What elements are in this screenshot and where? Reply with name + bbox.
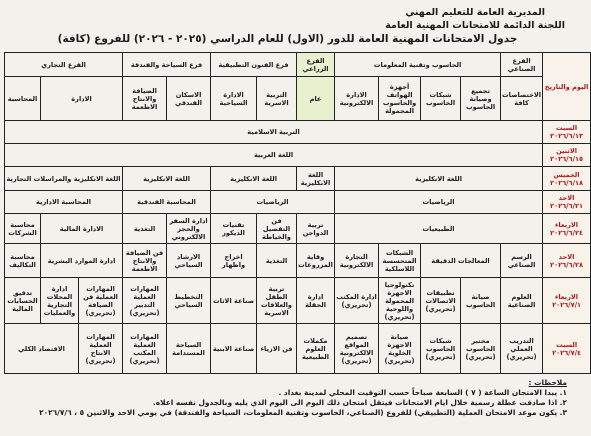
sub-header-tourism-admin: الادارة السياحية xyxy=(211,77,257,121)
page-title: جدول الامتحانات المهنية العامة للدور (الاول) للعام الدراسي (٢٠٢٥ - ٢٠٢٦) للفروع (كافة) xyxy=(57,33,518,45)
exam-cell: فن التفصيل والخياطة xyxy=(257,214,297,244)
sub-header-industrial: الاختصاصات كافة xyxy=(501,77,543,121)
note-item: ٣. يكون موعد الامتحان العملية (التطبيقي) للفروع (الصناعي، الحاسوب وتقنية المعلومات، السياحة والفندقة) في يومي الاحد والاثنين ٥ ، ٢٠٢٦/٧/٦ xyxy=(39,408,567,417)
exam-cell: ادارة الموارد البشرية xyxy=(41,244,123,278)
group-header-arts: فرع الفنون التطبيقية xyxy=(211,53,297,77)
day-date: ٢٠٢٦/٧/١ xyxy=(552,300,582,309)
sub-header-hospitality: الضيافة والانتاج الاطعمة xyxy=(123,77,167,121)
exam-cell: فن الضيافة والانتاج الاطعمة xyxy=(123,244,167,278)
exam-cell: الاقتصاد الكلي xyxy=(5,324,79,374)
day-name: الخميس xyxy=(553,170,580,179)
exam-cell: التغذية xyxy=(123,214,167,244)
sub-header-computer-networks: شبكات الحاسوب xyxy=(421,77,461,121)
exam-cell: المحاسبة الادارية xyxy=(5,191,123,214)
exam-cell: وقاية المزروعات xyxy=(297,244,335,278)
day-cell xyxy=(543,121,591,144)
exam-cell: محاسبة الشركات xyxy=(5,214,41,244)
exam-cell: تربية الطفل والعلاقات الاسرية xyxy=(257,278,297,324)
day-name: الاثنين xyxy=(556,147,578,155)
note-item: ٢. اذا صادفت عطلة رسمية خلال ايام الامتحانات فيتقل امتحان ذلك اليوم الى اليوم الذي يليه وبالجدول نفسه اعلاه. xyxy=(152,398,567,407)
exam-cell: الشبكات المتحسسة اللاسلكية xyxy=(379,244,421,278)
exam-cell: المحاسبة الفندقية xyxy=(123,191,211,214)
day-name: الاربعاء xyxy=(555,220,579,229)
exam-cell: التدريب العملي (تحريري) xyxy=(501,324,543,374)
exam-cell: اللغة الانكليزية xyxy=(335,167,543,191)
exam-cell: اللغة العربية xyxy=(5,144,543,167)
day-name: الاحد xyxy=(558,252,575,261)
exam-cell: تدقيق الحسابات المالية xyxy=(5,278,41,324)
exam-cell: تكنولوجيا الاجهزة المحمولة واللوحية (تحريري) xyxy=(379,278,421,324)
issuer-header xyxy=(385,6,565,32)
exam-cell: الرياضيات xyxy=(211,191,335,214)
sub-header-e-management: الادارة الالكترونية xyxy=(335,77,379,121)
exam-cell: اللغة الانكليزية والمراسلات التجارية xyxy=(5,167,123,191)
exam-cell: محاسبة التكاليف xyxy=(5,244,41,278)
group-header-industrial: الفرع الصناعي xyxy=(501,53,543,77)
exam-cell: الادارة المالية xyxy=(41,214,123,244)
exam-cell: المعالجات الدقيقة xyxy=(421,244,501,278)
day-date: ٢٠٢٦/٦/٢٤ xyxy=(550,228,584,237)
day-cell xyxy=(543,324,591,374)
day-cell xyxy=(543,144,591,167)
exam-cell: ادارة السفر والحجز الالكتروني xyxy=(167,214,211,244)
sub-header-mobile-devices: أجهزة الهواتف والحاسوب المحمولة xyxy=(379,77,421,121)
day-cell xyxy=(543,244,591,278)
exam-cell: تقنيات الديكور xyxy=(211,214,257,244)
exam-cell: مختبر الحاسوب (تحريري) xyxy=(461,324,501,374)
sub-header-accounting: المحاسبة xyxy=(5,77,41,121)
day-name: الاربعاء xyxy=(555,292,579,301)
exam-cell: التربية الاسلامية xyxy=(5,121,543,144)
sub-header-hotel-housing: الاسكان الفندقي xyxy=(167,77,211,121)
exam-cell: السياحة المستدامة xyxy=(167,324,211,374)
day-cell xyxy=(543,278,591,324)
exam-cell: المهارات العملية التدبير (تحريري) xyxy=(123,278,167,324)
group-header-tourism: فرع السياحة والفندقة xyxy=(123,53,211,77)
exam-cell: صيانة الحاسوب xyxy=(461,278,501,324)
exam-cell: العلوم الصناعية xyxy=(501,278,543,324)
exam-cell: تصميم المواقع الالكترونية (تحريري) xyxy=(335,324,379,374)
exam-cell: فن الازياء xyxy=(257,324,297,374)
day-name: الاحد xyxy=(558,194,575,202)
exam-cell: ادارة الحقلة xyxy=(297,278,335,324)
sub-header-administration: الادارة xyxy=(41,77,123,121)
day-cell xyxy=(543,191,591,214)
day-cell xyxy=(543,167,591,191)
day-name: السبت xyxy=(555,340,578,349)
issuer-line-2: اللجنة الدائمة للامتحانات المهنية العامة xyxy=(385,20,565,31)
day-date: ٢٠٢٦/٦/١٣ xyxy=(550,132,584,140)
exam-cell: الرياضيات xyxy=(335,191,543,214)
exam-cell: المهارات العملية المكتب (تحريري) xyxy=(123,324,167,374)
exam-cell: صيانة الاجهزة الخلوية (تحريري) xyxy=(379,324,421,374)
sub-header-family-education: التربية الاسرية xyxy=(257,77,297,121)
group-header-agri: الفرع الزراعي xyxy=(297,53,335,77)
exam-cell: التجارة الالكترونية xyxy=(335,244,379,278)
day-date: ٢٠٢٦/٦/١٨ xyxy=(550,178,584,187)
exam-schedule-table xyxy=(4,52,591,374)
exam-cell: تربية الدواجن xyxy=(297,214,335,244)
sub-header-computer-assembly: تجميع وصيانة الحاسوب xyxy=(461,77,501,121)
notes-heading: ملاحظات : xyxy=(528,378,567,387)
exam-cell: اخراج واظهار xyxy=(211,244,257,278)
exam-cell: اللغة الانكليزية xyxy=(297,167,335,191)
issuer-line-1: المديرية العامة للتعليم المهني xyxy=(405,7,545,18)
day-date: ٢٠٢٦/٦/٢٨ xyxy=(550,260,584,269)
exam-cell: ادارة المحلات التجارية والعمليات xyxy=(41,278,79,324)
exam-cell: شبكات الحاسوب (تحريري) xyxy=(421,324,461,374)
exam-cell: الطبيعيات xyxy=(335,214,543,244)
group-header-commerce: الفرع التجاري xyxy=(5,53,123,77)
exam-cell: اللغة الانكليزية xyxy=(123,167,211,191)
note-item: ١. يبدا الامتحان الساعة ( ٧ ) السابعة صباحاً حسب التوقيت المحلي لمدينة بغداد . xyxy=(278,388,567,397)
exam-cell: المهارات العملية الانتاج (تحريري) xyxy=(79,324,123,374)
day-cell xyxy=(543,214,591,244)
exam-cell: التغذية xyxy=(257,244,297,278)
exam-cell: الارشاد السياحي xyxy=(167,244,211,278)
exam-cell: مكملات العلوم الطبيعية xyxy=(297,324,335,374)
exam-cell: صناعة الابنية xyxy=(211,324,257,374)
exam-cell: التخطيط السياحي xyxy=(167,278,211,324)
exam-cell: الرسم الصناعي xyxy=(501,244,543,278)
exam-cell: اللغة الانكليزية xyxy=(211,167,297,191)
notes-section xyxy=(7,378,567,418)
exam-cell: المهارات العملية فن الضيافة (تحريري) xyxy=(79,278,123,324)
sub-header-agri-general: عام xyxy=(297,77,335,121)
group-header-computer: الحاسوب وتقنية المعلومات xyxy=(335,53,501,77)
exam-cell: تطبيقات الاتصالات (تحريري) xyxy=(421,278,461,324)
day-date: ٢٠٢٦/٦/١٥ xyxy=(550,155,584,163)
corner-cell: اليوم والتاريخ xyxy=(543,53,591,121)
exam-cell: صناعة الاثاث xyxy=(211,278,257,324)
day-date: ٢٠٢٦/٦/٢١ xyxy=(550,202,584,210)
day-date: ٢٠٢٦/٧/٤ xyxy=(552,348,582,357)
day-name: السبت xyxy=(555,124,578,132)
exam-cell: ادارة المكتب (تحريري) xyxy=(335,278,379,324)
